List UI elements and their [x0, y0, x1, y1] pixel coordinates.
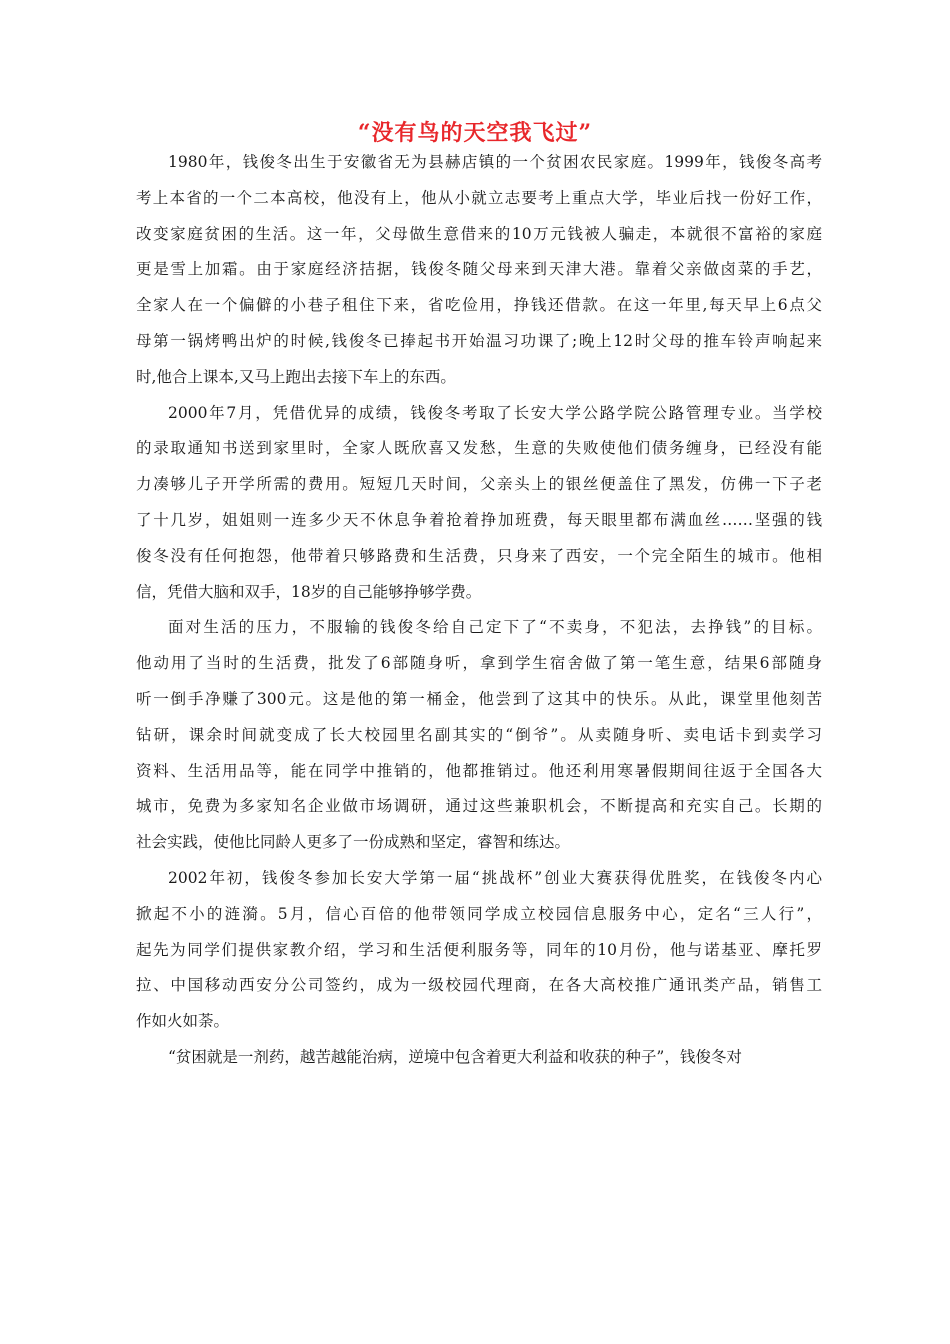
paragraph — [136, 861, 822, 1040]
text-line: 钻研，课余时间就变成了长大校园里名副其实的“倒爷”。从卖随身听、卖电话卡到卖学习 — [136, 725, 822, 744]
text-line: 社会实践，使他比同龄人更多了一份成熟和坚定，睿智和练达。 — [136, 833, 571, 852]
text-line: 面对生活的压力，不服输的钱俊冬给自己定下了“不卖身，不犯法，去挣钱”的目标。 — [168, 618, 822, 637]
text-line: 作如火如荼。 — [136, 1012, 230, 1031]
article-body — [136, 145, 822, 1076]
text-line: 力凑够儿子开学所需的费用。短短几天时间，父亲头上的银丝便盖住了黑发，仿佛一下子老 — [136, 475, 822, 494]
text-line: 听一倒手净赚了300元。这是他的第一桶金，他尝到了这其中的快乐。从此，课堂里他刻苦 — [136, 689, 822, 708]
text-line: 2002年初，钱俊冬参加长安大学第一届“挑战杯”创业大赛获得优胜奖，在钱俊冬内心 — [168, 868, 822, 887]
text-line: 的录取通知书送到家里时，全家人既欣喜又发愁，生意的失败使他们债务缠身，已经没有能 — [136, 439, 822, 458]
text-line: 1980年，钱俊冬出生于安徽省无为县赫店镇的一个贫困农民家庭。1999年，钱俊冬高考 — [168, 153, 822, 171]
paragraph — [136, 1040, 822, 1076]
text-line: 城市，免费为多家知名企业做市场调研，通过这些兼职机会，不断提高和充实自己。长期的 — [136, 797, 822, 816]
article-title: “没有鸟的天空我飞过” — [357, 120, 593, 146]
paragraph — [136, 610, 822, 861]
paragraph — [136, 396, 822, 611]
text-line: 考上本省的一个二本高校，他没有上，他从小就立志要考上重点大学，毕业后找一份好工作， — [136, 188, 822, 207]
text-line: 俊冬没有任何抱怨，他带着只够路费和生活费，只身来了西安，一个完全陌生的城市。他相 — [136, 546, 822, 565]
text-line: 他动用了当时的生活费，批发了6部随身听，拿到学生宿舍做了第一笔生意，结果6部随身 — [136, 654, 822, 673]
text-line: 信，凭借大脑和双手，18岁的自己能够挣够学费。 — [136, 582, 482, 601]
text-line: “贫困就是一剂药，越苦越能治病，逆境中包含着更大利益和收获的种子”，钱俊冬对 — [168, 1047, 742, 1066]
text-line: 起先为同学们提供家教介绍，学习和生活便利服务等，同年的10月份，他与诺基亚、摩托罗 — [136, 940, 822, 959]
text-line: 资料、生活用品等，能在同学中推销的，他都推销过。他还利用寒暑假期间往返于全国各大 — [136, 761, 822, 780]
text-line: 2000年7月，凭借优异的成绩，钱俊冬考取了长安大学公路学院公路管理专业。当学校 — [168, 403, 822, 422]
text-line: 时,他合上课本,又马上跑出去接下车上的东西。 — [136, 367, 456, 386]
text-line: 全家人在一个偏僻的小巷子租住下来，省吃俭用，挣钱还借款。在这一年里,每天早上6点父 — [136, 296, 822, 315]
text-line: 改变家庭贫困的生活。这一年，父母做生意借来的10万元钱被人骗走，本就很不富裕的家庭 — [136, 224, 822, 243]
text-line: 了十几岁，姐姐则一连多少天不休息争着抢着挣加班费，每天眼里都布满血丝……坚强的钱 — [136, 510, 822, 529]
text-line: 拉、中国移动西安分公司签约，成为一级校园代理商，在各大高校推广通讯类产品，销售工 — [136, 976, 822, 995]
paragraph — [136, 145, 822, 396]
text-line: 母第一锅烤鸭出炉的时候,钱俊冬已捧起书开始温习功课了;晚上12时父母的推车铃声响起来 — [136, 331, 822, 350]
text-line: 更是雪上加霜。由于家庭经济拮据，钱俊冬随父母来到天津大港。靠着父亲做卤菜的手艺， — [136, 260, 822, 279]
text-line: 掀起不小的涟漪。5月，信心百倍的他带领同学成立校园信息服务中心，定名“三人行”， — [136, 904, 822, 923]
